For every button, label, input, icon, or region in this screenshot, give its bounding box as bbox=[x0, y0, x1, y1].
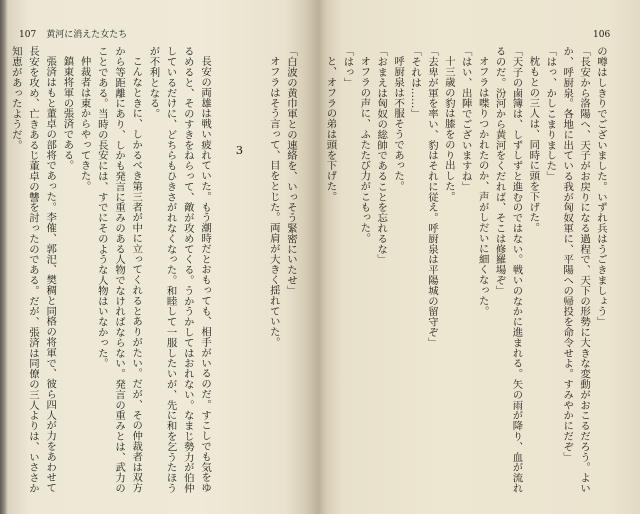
text-line: から等距離にあり、しかも発言に重みのある人物でなければならない。発言の重みとは、武力の bbox=[113, 46, 126, 494]
text-line: 「はっ」 bbox=[341, 46, 354, 88]
text-line: ことである。当時の長安には、すでにそのような人物はいなかった。 bbox=[95, 46, 108, 369]
text-line: 張済はもと董卓の部将であった。李傕、郭汜、樊稠と同格の将軍で、彼ら四人が力をあわせて bbox=[44, 56, 57, 494]
text-line: 十三歳の豹は膝をのり出した。 bbox=[442, 56, 455, 202]
text-line: が不利となる。 bbox=[147, 46, 160, 119]
text-line: 「白波の黄巾軍との連絡を、いっそう緊密にいたせ」 bbox=[285, 46, 297, 296]
text-line: 「天子の鹵簿は、しずしずと進むのではない。戦いのなかに進まれる。矢の雨が降り、血が流れ bbox=[510, 46, 523, 494]
text-line: こんなときに、しかるべき第三者が中に立ってくれるとありがたい。だが、その仲裁者は双方 bbox=[130, 56, 143, 494]
left-page-text bbox=[6, 46, 299, 498]
text-line: 知恵があったようだ。 bbox=[9, 46, 22, 150]
text-line: 「はい、出陣でございますね」 bbox=[459, 46, 472, 192]
text-line: と、オフラの弟は頭を下げた。 bbox=[324, 56, 337, 202]
text-line: 枕もとの三人は、同時に頭を下げた。 bbox=[527, 56, 540, 234]
section-heading bbox=[230, 46, 247, 498]
section-number: 3 bbox=[235, 144, 244, 156]
text-line: か、呼厨泉。各地に出ている我が匈奴軍に、平陽への帰投を命令せよ。すみやかにだぞ」 bbox=[561, 46, 574, 462]
text-line: るのだ。汾河から黄河をくだれば、そこは修羅場ぞ」 bbox=[493, 46, 506, 296]
left-running-head bbox=[19, 29, 127, 41]
text-line: オフラは喋りつかれたのか、声がしだいに細くなった。 bbox=[476, 56, 489, 317]
text-line: 鎮東将軍の張済である。 bbox=[61, 56, 74, 171]
text-line: オフラはそう言って、目をとじた。両肩が大きく揺れていた。 bbox=[267, 56, 280, 348]
text-line: しているだけに、どちらもひきさがれなくなった。和睦して一服したいが、先に和を乞うたほう bbox=[164, 46, 177, 494]
right-running-head bbox=[593, 29, 610, 41]
text-line: 「長安から洛陽へ、天子がお戻りになる過程で、天下の形勢に大きな変動がおこるだろう。よい bbox=[578, 46, 591, 494]
text-line: 長安の両雄は戦い疲れていた。もう潮時だとおもっても、相手がいるのだ。すこしでも気をゆ bbox=[199, 56, 212, 494]
right-page-text bbox=[321, 46, 609, 498]
text-line: オフラの声に、ふたたび力がこもった。 bbox=[358, 56, 371, 244]
text-line: 仲裁者は東からやってきた。 bbox=[78, 56, 91, 192]
section-spacer bbox=[213, 46, 230, 498]
right-page-number: 106 bbox=[593, 30, 611, 40]
section-spacer bbox=[247, 46, 264, 498]
text-line: 「はっ、かしこまりました」 bbox=[544, 46, 557, 182]
text-line: 呼厨泉は不服そうであった。 bbox=[392, 56, 405, 192]
text-line: 「おまえは匈奴の総帥であることを忘れるな」 bbox=[375, 46, 388, 265]
text-line: るめると、そのすきをねらって、敵が攻めてくる。うかうかしてはおれない。なまじ勢力が伯仲 bbox=[181, 46, 194, 494]
text-line: 長安を攻め、亡きあるじ董卓の讐を討ったのである。だが、張済は同僚の三人よりは、いささか bbox=[27, 46, 39, 494]
running-head-title: 黄河に消えた女たち bbox=[46, 30, 128, 40]
text-line: 「去卑が軍を率い、豹はそれに従え。呼厨泉は平陽城の留守ぞ」 bbox=[425, 46, 438, 348]
left-page bbox=[0, 0, 318, 514]
text-line: の噂はしきりでございました。いずれ兵はうごきましょう」 bbox=[595, 46, 607, 327]
right-page bbox=[318, 0, 640, 514]
text-line: 「それは……」 bbox=[409, 46, 422, 119]
left-page-number: 107 bbox=[19, 30, 37, 40]
